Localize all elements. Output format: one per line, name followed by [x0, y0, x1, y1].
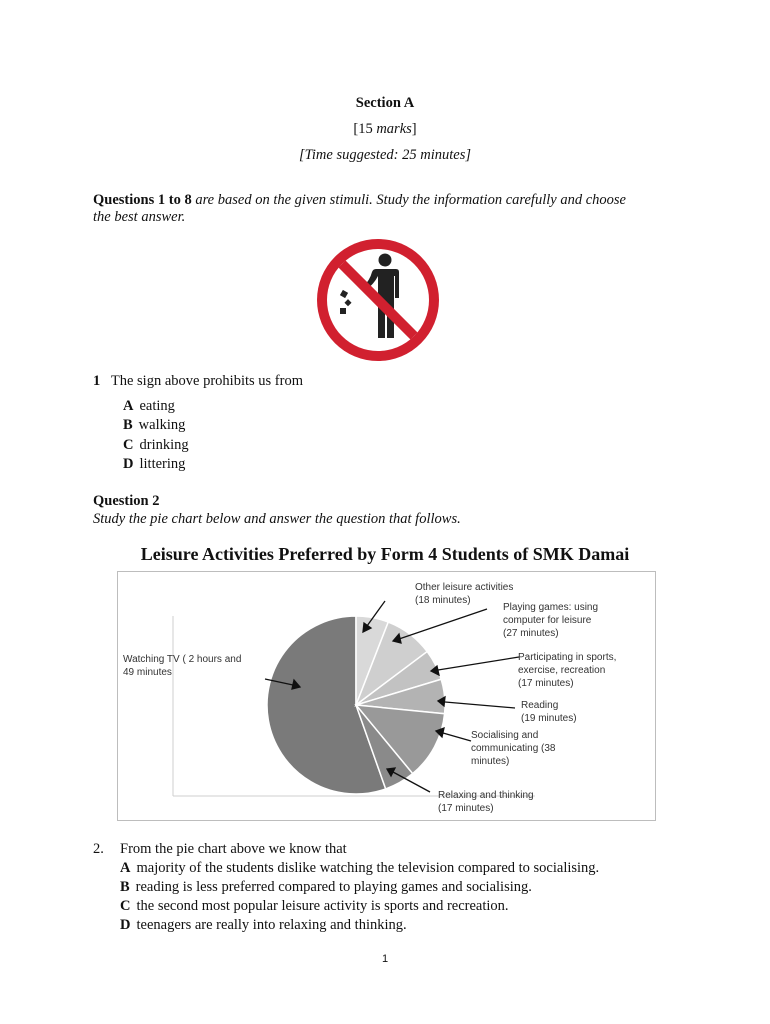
- arrow-sports: [438, 657, 519, 670]
- q2-title: Question 2: [93, 493, 160, 509]
- q2-number: 2.: [93, 841, 104, 857]
- label-reading: Reading (19 minutes): [521, 700, 577, 724]
- chart-title: Leisure Activities Preferred by Form 4 Students of SMK Damai: [140, 544, 630, 564]
- label-other: Other leisure activities (18 minutes): [415, 582, 514, 606]
- label-tv: Watching TV ( 2 hours and 49 minutes: [123, 654, 242, 678]
- label-sports: Participating in sports, exercise, recreation (17 minutes): [518, 652, 617, 689]
- time-suggested: [Time suggested: 25 minutes]: [298, 147, 471, 163]
- q2-option-c: C the second most popular leisure activity is sports and recreation.: [120, 898, 509, 914]
- section-marks: [15 marks]: [353, 121, 417, 137]
- q1-option-c: C drinking: [123, 437, 189, 453]
- section-title: Section A: [355, 95, 415, 111]
- q2-instruction: Study the pie chart below and answer the question that follows.: [93, 511, 461, 527]
- q2-option-b: B reading is less preferred compared to playing games and socialising.: [120, 879, 532, 895]
- label-relax: Relaxing and thinking (17 minutes): [438, 790, 534, 814]
- label-social: Socialising and communicating (38 minutes): [471, 730, 556, 767]
- arrow-reading: [445, 702, 515, 708]
- instructions: Questions 1 to 8 are based on the given stimuli. Study the information carefully and choose the best answer.: [93, 192, 626, 225]
- q1-option-a: A eating: [123, 398, 175, 414]
- page-number: 1: [381, 953, 389, 965]
- no-littering-icon: [310, 236, 446, 364]
- q1-option-d: D littering: [123, 456, 186, 472]
- q2-option-a: A majority of the students dislike watching the television compared to socialising.: [120, 860, 600, 876]
- q2-option-d: D teenagers are really into relaxing and thinking.: [120, 917, 407, 933]
- arrow-games: [399, 609, 487, 639]
- q1-stem: 1 The sign above prohibits us from: [93, 373, 303, 389]
- label-games: Playing games: using computer for leisure (27 minutes): [503, 602, 599, 639]
- q2-stem: From the pie chart above we know that: [120, 841, 347, 857]
- q1-option-b: B walking: [123, 417, 186, 433]
- arrow-social: [443, 733, 471, 741]
